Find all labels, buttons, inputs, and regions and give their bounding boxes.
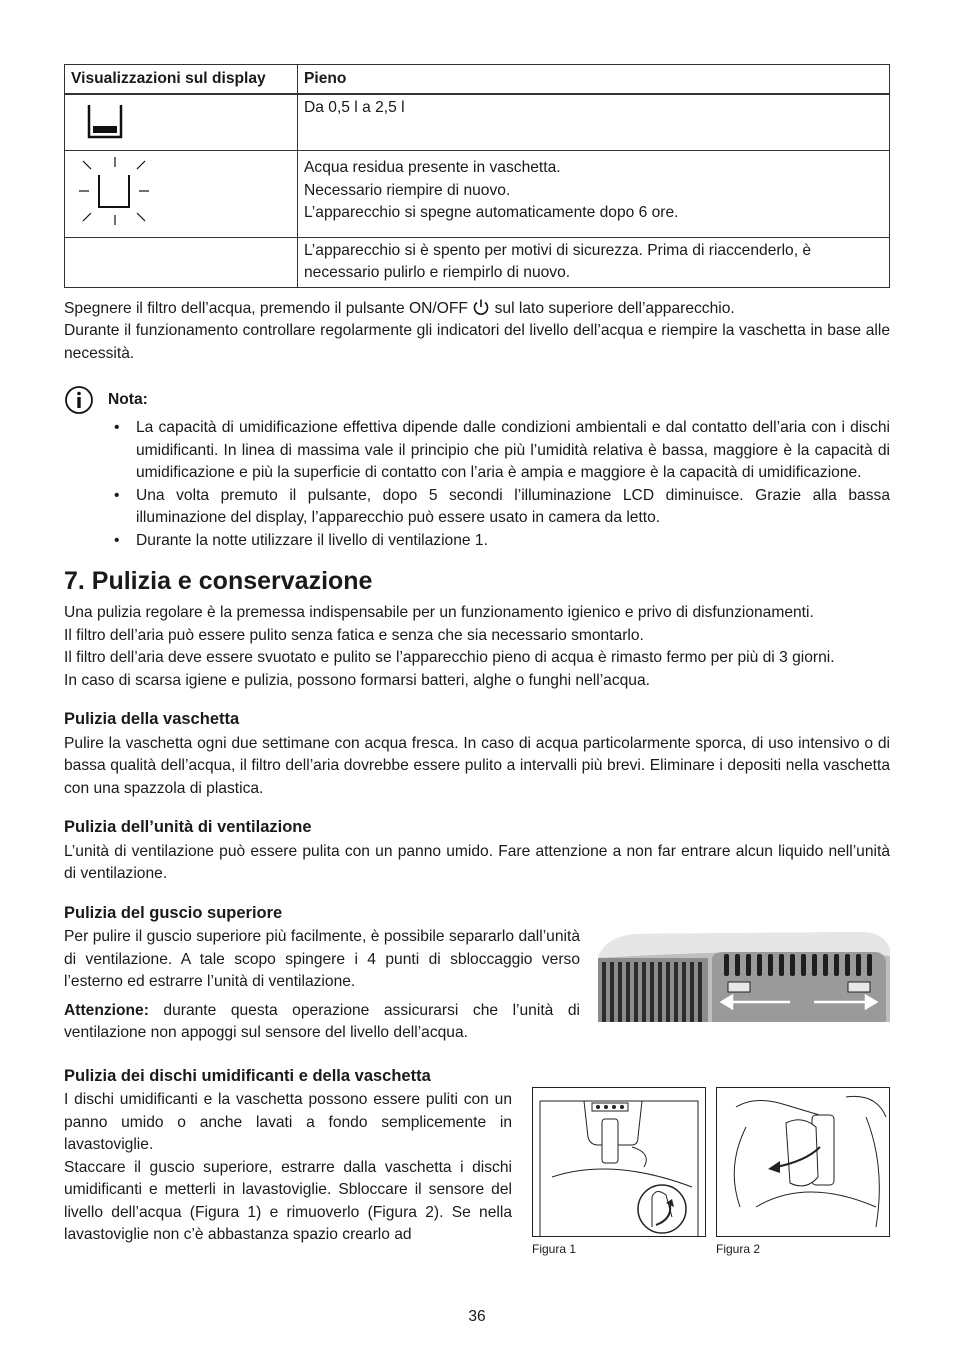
cell-line: L’apparecchio si spegne automaticamente dopo 6 ore.: [304, 204, 679, 221]
paragraph: Il filtro dell’aria può essere pulito senza fatica e senza che sia necessario smontarlo.: [64, 626, 644, 644]
figure-1-illustration: [532, 1087, 706, 1237]
table-cell-icon: [65, 94, 298, 151]
note-heading: [64, 385, 890, 415]
table-row: [65, 237, 890, 287]
water-tank-empty-blinking-icon: [77, 155, 151, 227]
info-icon: [64, 385, 94, 415]
paragraph: Una pulizia regolare è la premessa indispensabile per un funzionamento igienico e privo di disfunzionamenti.: [64, 604, 814, 621]
intro-paragraph: [64, 298, 890, 321]
warning-paragraph: [64, 1000, 580, 1045]
shell-section: [64, 926, 890, 1045]
paragraph: Il filtro dell’aria deve essere svuotato e pulito se l’apparecchio pieno di acqua è rimasto fermo per più di 3 giorni.: [64, 649, 835, 666]
page: [64, 64, 890, 1257]
table-row: [65, 94, 890, 151]
discs-section: [64, 1089, 890, 1257]
paragraph: In caso di scarsa igiene e pulizia, possono formarsi batteri, alghe o funghi nell’acqua.: [64, 671, 650, 689]
paragraph: Per pulire il guscio superiore più facilmente, è possibile separarlo dall’unità di ventilazione. A tale scopo spingere i 4 punti di sbloccaggio verso l’esterno ed estrarre l’unità di ventilazione.: [64, 928, 580, 990]
table-cell: [298, 94, 890, 151]
paragraph: I dischi umidificanti e la vaschetta possono essere puliti con un panno umido o anche lavati a fondo semplicemente in lavastoviglie.: [64, 1091, 512, 1153]
table-header: Pieno: [298, 65, 890, 94]
subsection-title: Pulizia dei dischi umidificanti e della vaschetta: [64, 1066, 431, 1085]
warning-text: durante questa operazione assicurarsi che l’unità di ventilazione non appoggi sul sensore del livello dell’acqua.: [64, 1001, 580, 1041]
table-cell-icon: [65, 237, 298, 287]
list-item: • La capacità di umidificazione effettiva dipende dalle condizioni ambientali e dal contatto dell’aria con i dischi umidificanti. In linea di massima vale il principio che più l’umidità relativa è bassa, maggiore è la capacità di umidificazione e più la superficie di contatto con l’aria è ampia e maggiore è la capacità di umidificazione.: [110, 417, 890, 485]
subsection-title: Pulizia dell’unità di ventilazione: [64, 818, 312, 836]
table-header: Visualizzazioni sul display: [65, 65, 298, 94]
note-list: [110, 417, 890, 552]
power-icon: [472, 298, 490, 316]
cell-line: L’apparecchio si è spento per motivi di sicurezza. Prima di riaccenderlo, è necessario pulirlo e riempirlo di nuovo.: [304, 241, 812, 281]
figure-1: [532, 1087, 706, 1257]
warning-label: Attenzione:: [64, 1001, 149, 1019]
figure-caption: Figura 2: [716, 1242, 761, 1256]
cell-line: Necessario riempire di nuovo.: [304, 181, 511, 199]
table-cell: [298, 237, 890, 287]
subsection-title: Pulizia del guscio superiore: [64, 903, 283, 922]
list-item: • Durante la notte utilizzare il livello di ventilazione 1.: [110, 530, 890, 553]
table-header-row: [65, 65, 890, 94]
figure-2-illustration: [716, 1087, 890, 1237]
cell-line: Acqua residua presente in vaschetta.: [304, 159, 561, 176]
paragraph: L’unità di ventilazione può essere pulita con un panno umido. Fare attenzione a non far entrare alcun liquido nell’unità di ventilazione.: [64, 842, 890, 882]
intro-text: sul lato superiore dell’apparecchio.: [494, 299, 735, 317]
section-title: 7. Pulizia e conservazione: [64, 567, 373, 595]
note-title: Nota:: [108, 390, 148, 408]
shell-text: [64, 926, 580, 1045]
table-cell: [298, 151, 890, 238]
table-row: [65, 151, 890, 238]
water-tank-full-icon: [85, 101, 125, 141]
figure-2: [716, 1087, 890, 1257]
discs-text: [64, 1089, 512, 1257]
list-item: • Una volta premuto il pulsante, dopo 5 secondi l’illuminazione LCD diminuisce. Grazie alla bassa illuminazione del display, l’apparecchio può essere usato in camera da letto.: [110, 485, 890, 530]
subsection-title: Pulizia della vaschetta: [64, 710, 240, 728]
table-cell-icon: [65, 151, 298, 238]
figures: [532, 1087, 890, 1257]
top-shell-photo: [594, 930, 890, 1022]
display-table: [64, 64, 890, 288]
intro-paragraph: Durante il funzionamento controllare regolarmente gli indicatori del livello dell’acqua e riempire la vaschetta in base alle necessità.: [64, 322, 890, 362]
paragraph: Pulire la vaschetta ogni due settimane con acqua fresca. In caso di acqua particolarmente sporca, di uso intensivo o di bassa qualità dell’acqua, il filtro dell’aria dovrebbe essere pulito a intervalli più brevi. Eliminare i depositi nella vaschetta con una spazzola di plastica.: [64, 734, 890, 797]
paragraph: Staccare il guscio superiore, estrarre dalla vaschetta i dischi umidificanti e metterli in lavastoviglie. Sbloccare il sensore del livello dell’acqua (Figura 1) e rimuoverlo (Figura 2). Se nella lavastoviglie non c’è abbastanza spazio crearlo ad: [64, 1158, 512, 1243]
figure-caption: Figura 1: [532, 1242, 577, 1256]
intro-text: Spegnere il filtro dell’acqua, premendo il pulsante ON/OFF: [64, 299, 468, 317]
page-number: 36: [468, 1308, 486, 1325]
cell-line: Da 0,5 l a 2,5 l: [304, 98, 405, 116]
